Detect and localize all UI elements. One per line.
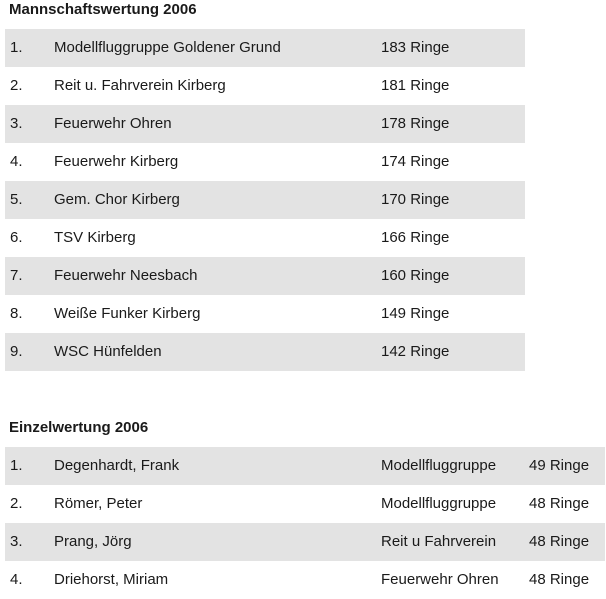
score: 48 Ringe bbox=[529, 571, 590, 588]
score: 142 Ringe bbox=[381, 343, 450, 360]
table-row bbox=[5, 143, 525, 181]
score: 181 Ringe bbox=[381, 77, 450, 94]
score: 48 Ringe bbox=[529, 495, 590, 512]
team-name: WSC Hünfelden bbox=[54, 343, 162, 360]
score: 183 Ringe bbox=[381, 39, 450, 56]
club-name: Modellfluggruppe bbox=[381, 495, 497, 512]
single-ranking-table bbox=[5, 447, 605, 599]
score: 174 Ringe bbox=[381, 153, 450, 170]
score: 48 Ringe bbox=[529, 533, 590, 550]
rank: 3. bbox=[10, 115, 23, 132]
team-name: Modellfluggruppe Goldener Grund bbox=[54, 39, 281, 56]
rank: 3. bbox=[10, 533, 23, 550]
table-row bbox=[5, 295, 525, 333]
table-row bbox=[5, 219, 525, 257]
score: 166 Ringe bbox=[381, 229, 450, 246]
table-row bbox=[5, 105, 525, 143]
rank: 1. bbox=[10, 39, 23, 56]
rank: 4. bbox=[10, 571, 23, 588]
score: 160 Ringe bbox=[381, 267, 450, 284]
person-name: Römer, Peter bbox=[54, 495, 143, 512]
rank: 5. bbox=[10, 191, 23, 208]
rank: 4. bbox=[10, 153, 23, 170]
rank: 7. bbox=[10, 267, 23, 284]
team-ranking-title: Mannschaftswertung 2006 bbox=[9, 1, 197, 18]
team-name: Reit u. Fahrverein Kirberg bbox=[54, 77, 226, 94]
table-row bbox=[5, 485, 605, 523]
score: 178 Ringe bbox=[381, 115, 450, 132]
person-name: Driehorst, Miriam bbox=[54, 571, 169, 588]
score: 149 Ringe bbox=[381, 305, 450, 322]
single-ranking-title: Einzelwertung 2006 bbox=[9, 419, 149, 436]
rank: 2. bbox=[10, 77, 23, 94]
table-row bbox=[5, 29, 525, 67]
team-name: Gem. Chor Kirberg bbox=[54, 191, 180, 208]
table-row bbox=[5, 67, 525, 105]
club-name: Reit u Fahrverein bbox=[381, 533, 497, 550]
rank: 8. bbox=[10, 305, 23, 322]
person-name: Degenhardt, Frank bbox=[54, 457, 180, 474]
rank: 9. bbox=[10, 343, 23, 360]
rank: 2. bbox=[10, 495, 23, 512]
club-name: Feuerwehr Ohren bbox=[381, 571, 499, 588]
table-row bbox=[5, 181, 525, 219]
table-row bbox=[5, 333, 525, 371]
person-name: Prang, Jörg bbox=[54, 533, 132, 550]
team-ranking-table bbox=[5, 29, 525, 371]
team-name: Feuerwehr Ohren bbox=[54, 115, 172, 132]
rank: 6. bbox=[10, 229, 23, 246]
score: 170 Ringe bbox=[381, 191, 450, 208]
team-name: Weiße Funker Kirberg bbox=[54, 305, 201, 322]
table-row bbox=[5, 561, 605, 599]
team-name: Feuerwehr Kirberg bbox=[54, 153, 179, 170]
club-name: Modellfluggruppe bbox=[381, 457, 497, 474]
rank: 1. bbox=[10, 457, 23, 474]
team-name: Feuerwehr Neesbach bbox=[54, 267, 198, 284]
team-name: TSV Kirberg bbox=[54, 229, 136, 246]
table-row bbox=[5, 447, 605, 485]
table-row bbox=[5, 523, 605, 561]
score: 49 Ringe bbox=[529, 457, 590, 474]
table-row bbox=[5, 257, 525, 295]
